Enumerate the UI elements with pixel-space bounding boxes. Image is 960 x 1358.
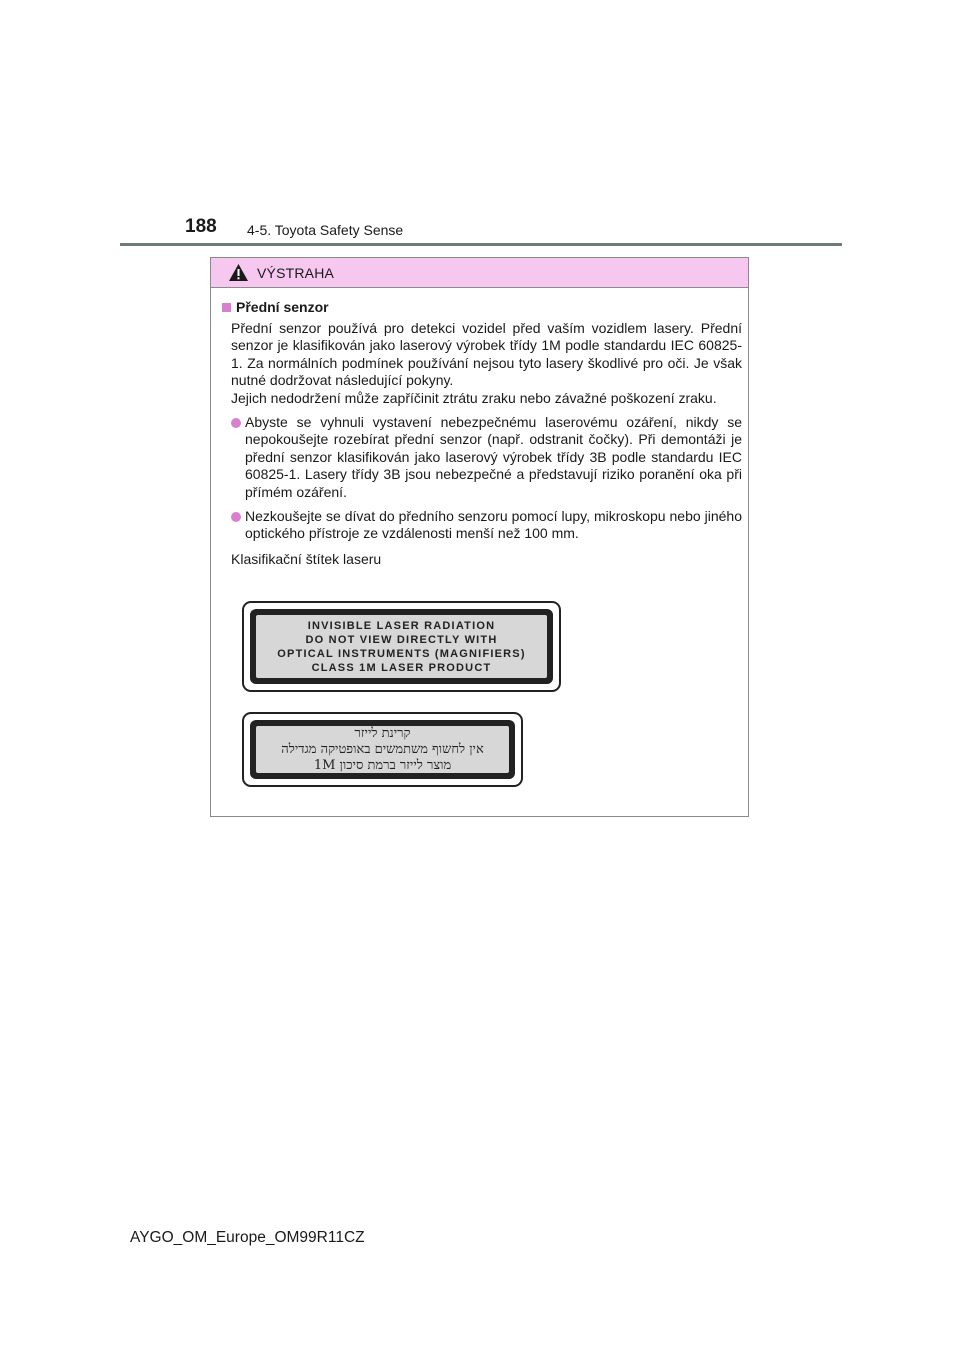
label-line: קרינת לייזר bbox=[354, 725, 411, 741]
label-line: CLASS 1M LASER PRODUCT bbox=[311, 661, 492, 674]
label-frame bbox=[250, 609, 553, 684]
warning-body bbox=[222, 299, 742, 568]
label-line: INVISIBLE LASER RADIATION bbox=[307, 619, 496, 632]
laser-label-english bbox=[242, 601, 561, 692]
label-panel bbox=[256, 615, 547, 678]
list-item bbox=[231, 414, 742, 502]
warning-triangle-icon bbox=[228, 263, 249, 282]
header-rule bbox=[120, 243, 842, 246]
bullet-text: Nezkoušejte se dívat do předního senzoru pomocí lupy, mikroskopu nebo jiného optického přístroje ze vzdálenosti menší než 100 mm. bbox=[245, 507, 742, 542]
footer-code: AYGO_OM_Europe_OM99R11CZ bbox=[130, 1229, 365, 1246]
bullet-text: Abyste se vyhnuli vystavení nebezpečnému laserovému ozáření, nikdy se nepokoušejte rozebírat přední senzor (např. odstranit čočky). Při demontáži je přední senzor klasifikován jako laserový výrobek třídy 3B podle standardu IEC 60825-1. Lasery třídy 3B jsou nebezpečné a představují riziko poranění oka při přímém ozáření. bbox=[245, 413, 742, 500]
label-line: מוצר לייזר ברמת סיכון 1M bbox=[313, 757, 452, 773]
label-line: DO NOT VIEW DIRECTLY WITH bbox=[305, 633, 498, 646]
label-line: אין לחשוף משתמשים באופטיקה מגדילה bbox=[281, 741, 484, 757]
label-line: OPTICAL INSTRUMENTS (MAGNIFIERS) bbox=[277, 647, 526, 660]
label-panel bbox=[256, 726, 509, 773]
circle-bullet-icon bbox=[231, 418, 241, 428]
page-number: 188 bbox=[185, 216, 217, 237]
square-bullet-icon bbox=[222, 303, 231, 312]
intro-paragraph: Jejich nedodržení může zapříčinit ztrátu zraku nebo závažné poškození zraku. bbox=[231, 389, 717, 406]
label-frame bbox=[250, 720, 515, 779]
laser-label-hebrew bbox=[242, 712, 523, 787]
warning-header bbox=[211, 258, 748, 288]
subheading-text: Přední senzor bbox=[236, 299, 329, 315]
section-title: 4-5. Toyota Safety Sense bbox=[247, 222, 404, 238]
label-caption: Klasifikační štítek laseru bbox=[231, 550, 382, 567]
subheading bbox=[222, 299, 742, 317]
warning-title: VÝSTRAHA bbox=[257, 264, 335, 281]
list-item bbox=[231, 508, 742, 543]
intro-paragraph: Přední senzor používá pro detekci vozidel před vaším vozidlem lasery. Přední senzor je klasifikován jako laserový výrobek třídy 1M podle standardu IEC 60825-1. Za normálních podmínek používání nejsou tyto lasery škodlivé pro oči. Je však nutné dodržovat následující pokyny. bbox=[231, 319, 742, 389]
circle-bullet-icon bbox=[231, 512, 241, 522]
